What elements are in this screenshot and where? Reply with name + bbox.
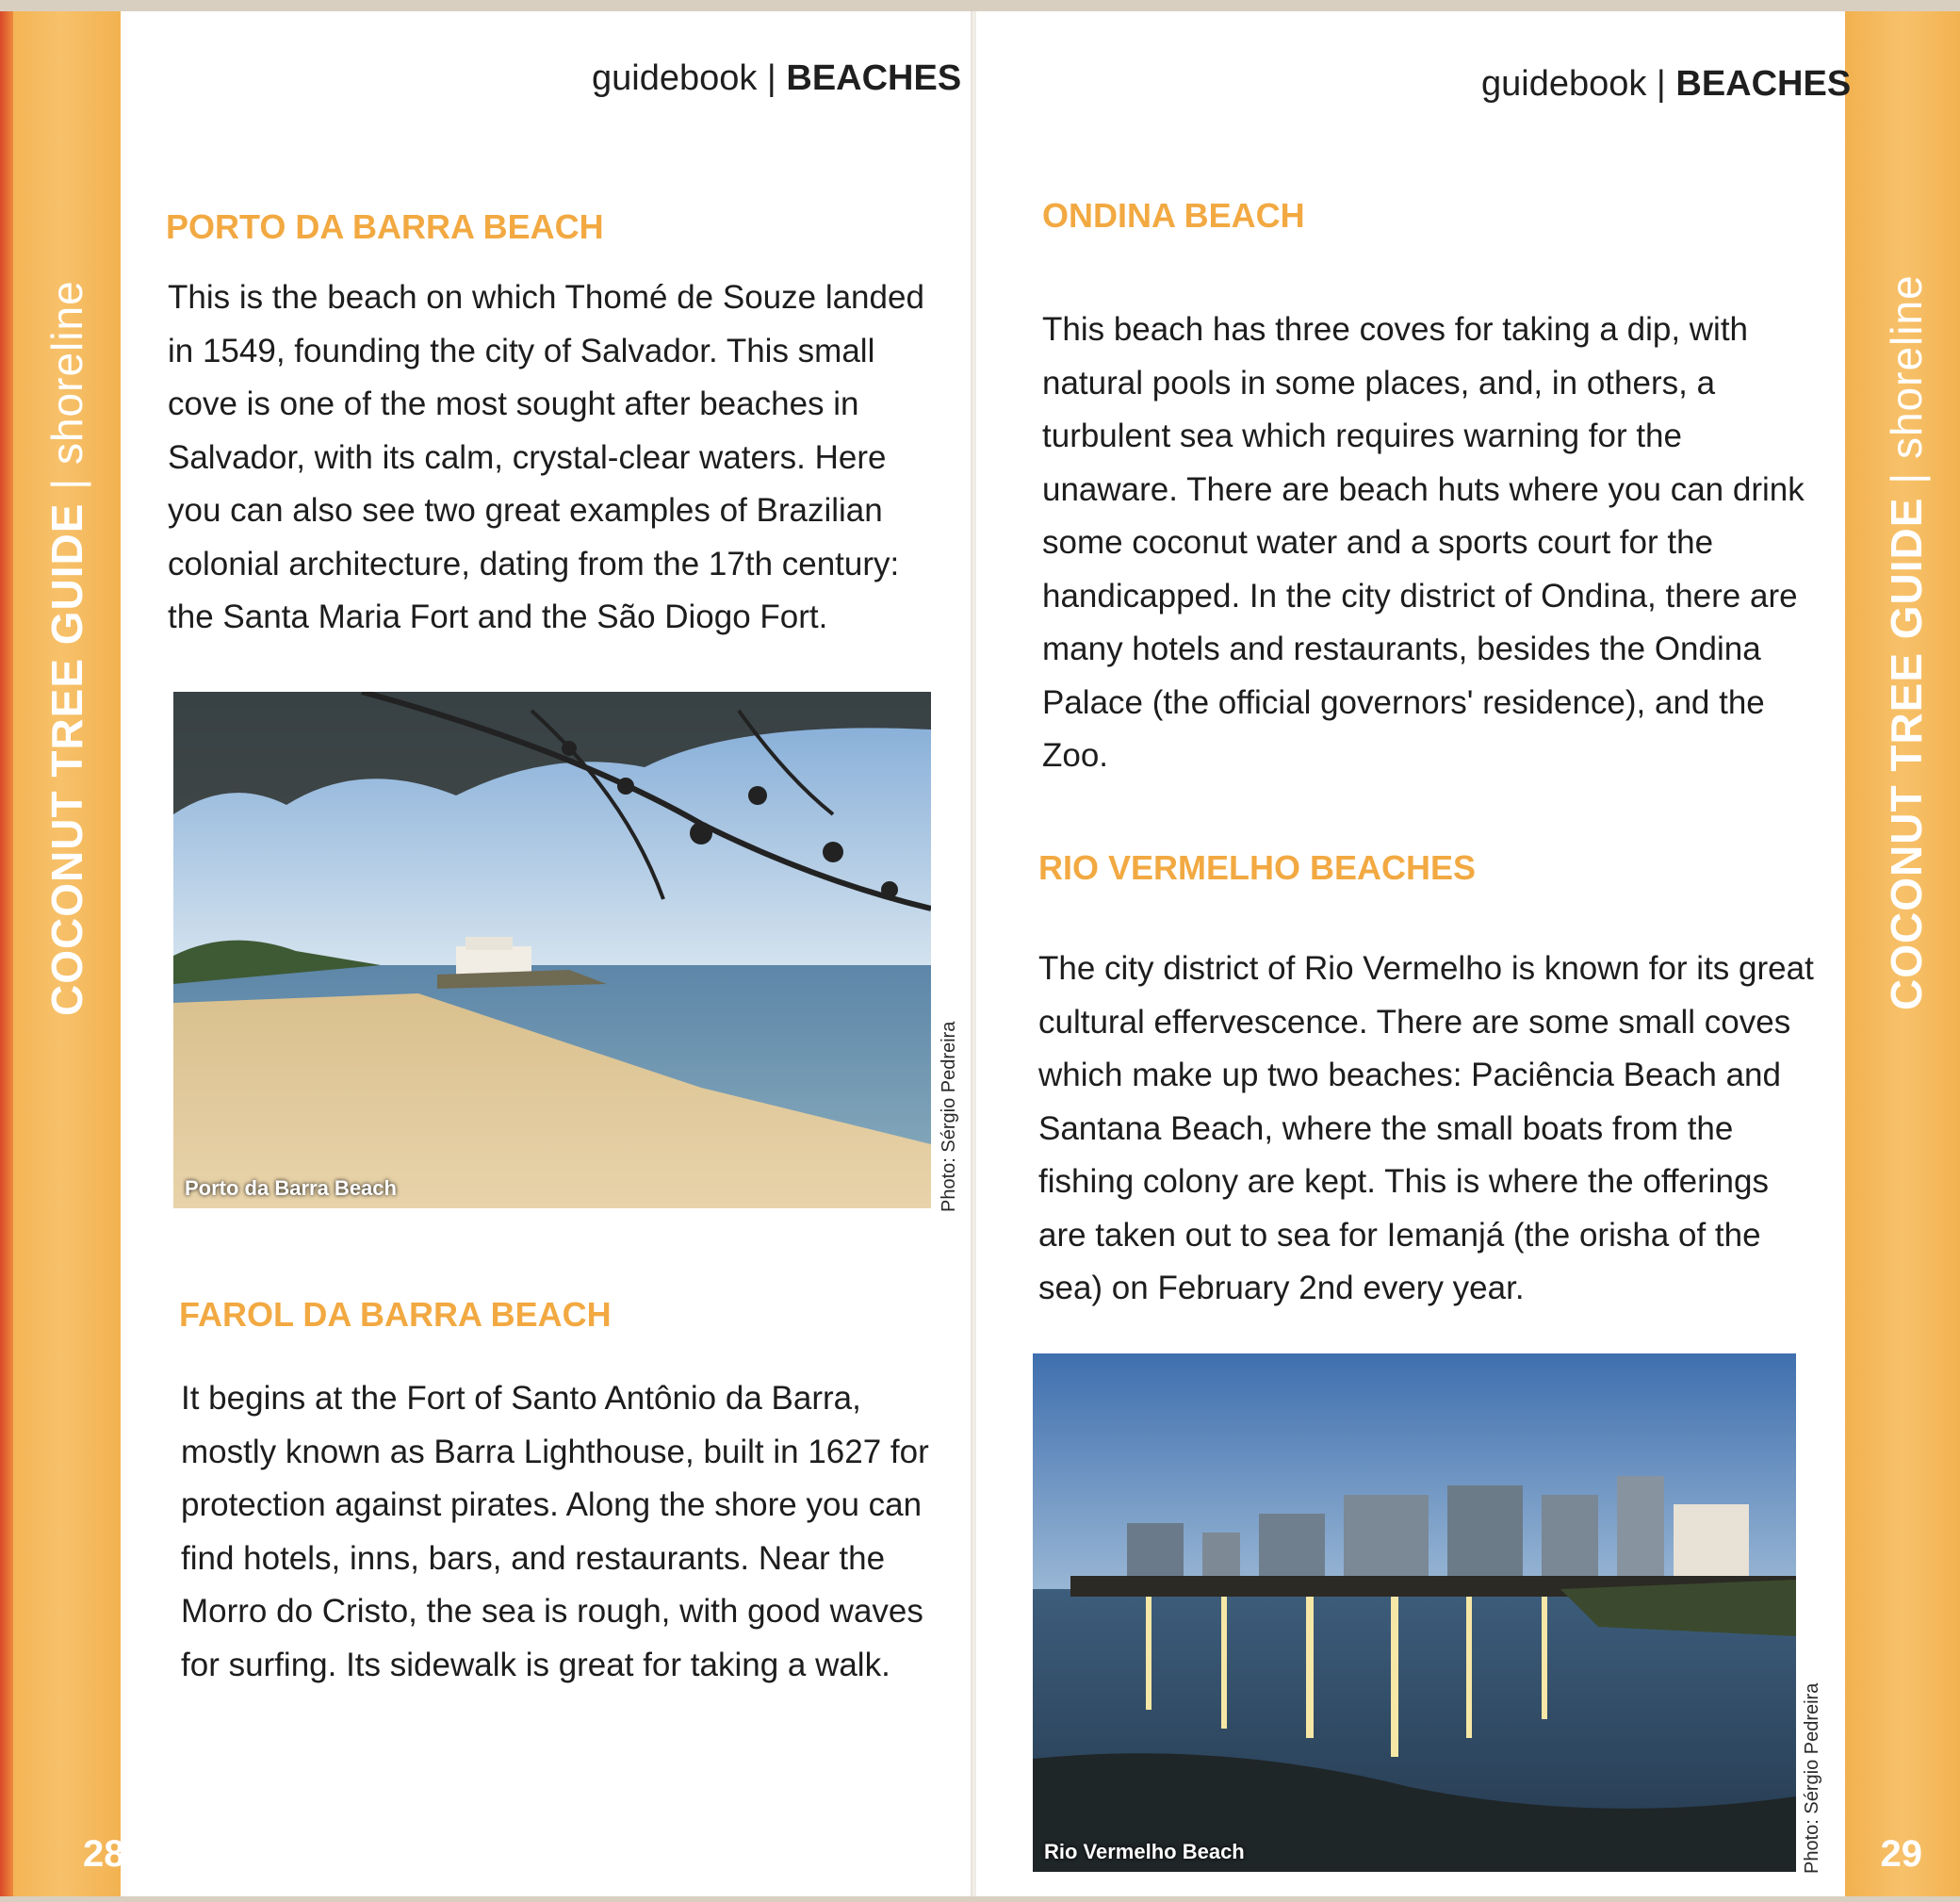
photo-caption-left: Porto da Barra Beach bbox=[185, 1176, 397, 1200]
night-beach-photo-illustration bbox=[1033, 1353, 1796, 1872]
page-number-left: 28 bbox=[83, 1833, 125, 1875]
running-head-right: guidebook | BEACHES bbox=[1481, 64, 1852, 104]
side-band-right bbox=[1845, 11, 1960, 1896]
right-page bbox=[976, 11, 1960, 1896]
band-title-left: COCONUT TREE GUIDE | shoreline bbox=[42, 280, 91, 1016]
photo-credit-left: Photo: Sérgio Pedreira bbox=[939, 1021, 959, 1212]
page-number-right: 29 bbox=[1880, 1833, 1922, 1875]
body-farol-da-barra: It begins at the Fort of Santo Antônio da Barra, mostly known as Barra Lighthouse, built in 1627 for protection against pirates. Along the shore you can find hotels, inns, bars, and restaurants. Near the Morro do Cristo, the sea is rough, with good waves for surfing. Its sidewalk is great for taking a walk. bbox=[181, 1380, 929, 1683]
photo-credit-right: Photo: Sérgio Pedreira bbox=[1802, 1682, 1822, 1874]
body-porto-da-barra: This is the beach on which Thomé de Souze landed in 1549, founding the city of Salvador. This small cove is one of the most sought after beaches in Salvador, with its calm, crystal-clear waters. Here you can also see two great examples of Brazilian colonial architecture, dating from the 17th century: the Santa Maria Fort and the São Diogo Fort. bbox=[168, 279, 924, 635]
body-rio-vermelho: The city district of Rio Vermelho is known for its great cultural effervescence. There are some small coves which make up two beaches: Paciência Beach and Santana Beach, where the small boats from the fishing colony are kept. This is where the offerings are taken out to sea for Iemanjá (the orisha of the sea) on February 2nd every year. bbox=[1038, 950, 1814, 1306]
beach-photo-illustration bbox=[173, 692, 931, 1208]
left-page bbox=[0, 11, 971, 1896]
heading-ondina: ONDINA BEACH bbox=[1042, 196, 1305, 235]
photo-porto-da-barra bbox=[173, 692, 931, 1208]
heading-rio-vermelho: RIO VERMELHO BEACHES bbox=[1038, 848, 1477, 887]
heading-farol-da-barra: FAROL DA BARRA BEACH bbox=[179, 1295, 612, 1334]
photo-caption-right: Rio Vermelho Beach bbox=[1044, 1840, 1245, 1863]
body-ondina: This beach has three coves for taking a dip, with natural pools in some places, and, in others, a turbulent sea which requires warning for the unaware. There are beach huts where you can drink some coconut water and a sports court for the handicapped. In the city district of Ondina, there are many hotels and restaurants, besides the Ondina Palace (the official governors' residence), and the Zoo. bbox=[1042, 311, 1805, 774]
heading-porto-da-barra: PORTO DA BARRA BEACH bbox=[166, 207, 604, 246]
photo-rio-vermelho bbox=[1033, 1353, 1796, 1872]
side-band-left bbox=[0, 11, 125, 1896]
band-title-right: COCONUT TREE GUIDE | shoreline bbox=[1882, 274, 1931, 1010]
running-head-left: guidebook | BEACHES bbox=[592, 58, 962, 98]
